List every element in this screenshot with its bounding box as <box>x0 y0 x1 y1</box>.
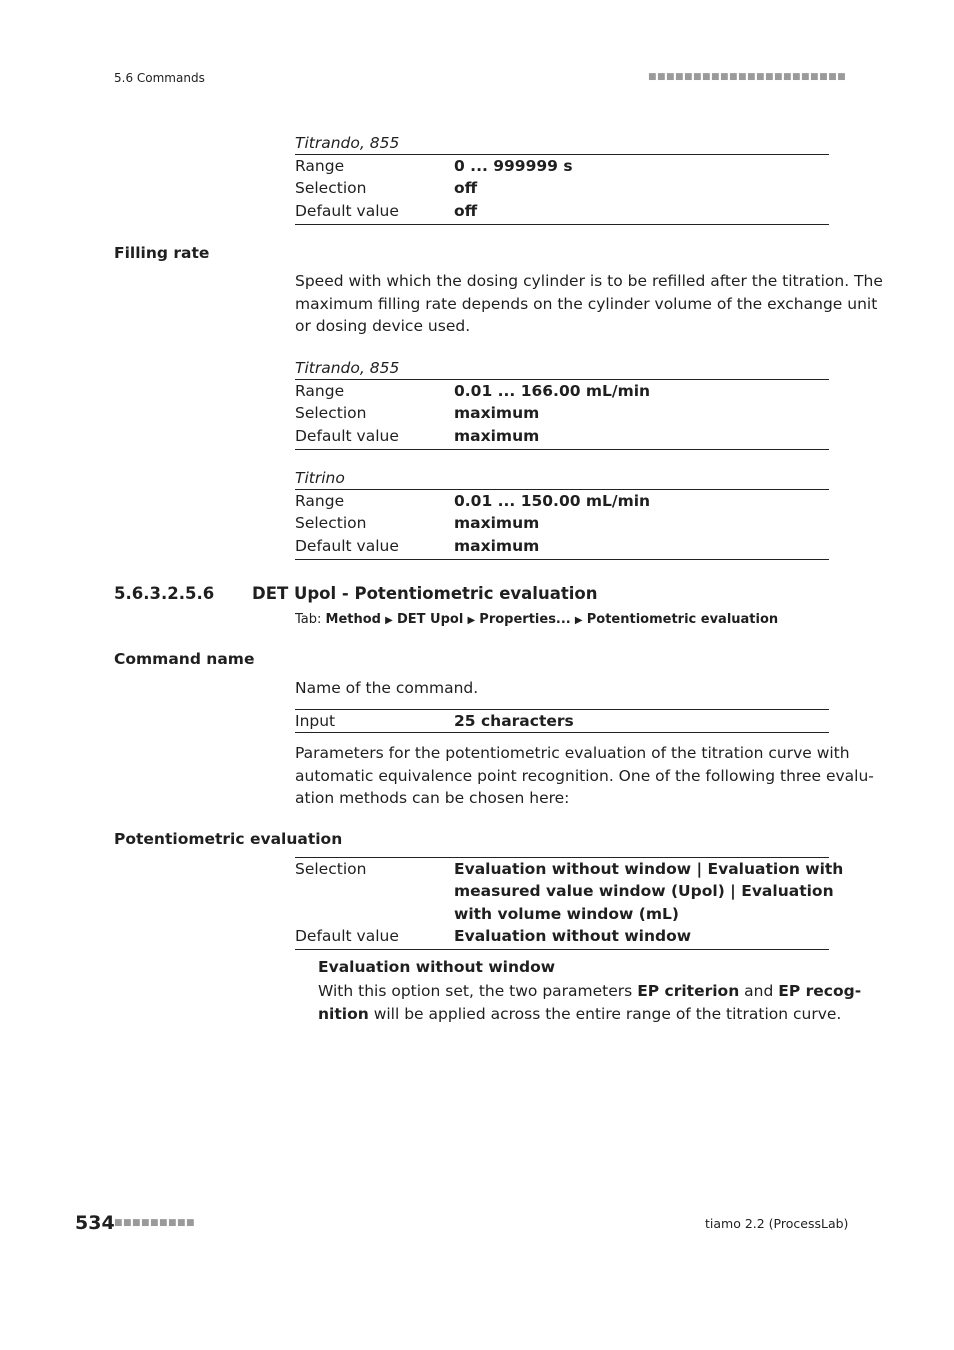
param-table-titrando-2 <box>295 357 829 450</box>
command-name-text: Name of the command. <box>295 679 479 697</box>
row-key: Selection <box>295 514 367 533</box>
page-number: 534 <box>75 1212 115 1234</box>
bold-term: EP recog- <box>778 982 862 1000</box>
row-key: Input <box>295 712 336 730</box>
text-line: Evaluation without window | Evaluation with <box>454 860 844 878</box>
filling-rate-label: Filling rate <box>114 244 210 262</box>
row-key: Range <box>295 492 345 510</box>
row-value: 0.01 ... 166.00 mL/min <box>454 382 651 400</box>
row-value: maximum <box>454 404 540 423</box>
table-row <box>295 490 829 512</box>
param-table-input <box>295 709 829 733</box>
table-caption: Titrando, 855 <box>295 357 829 380</box>
table-row <box>295 425 829 447</box>
text-line: maximum filling rate depends on the cylinder volume of the exchange unit <box>295 294 878 313</box>
row-key: Selection <box>295 179 367 198</box>
row-value: 0 ... 999999 s <box>454 157 573 175</box>
command-name-label: Command name <box>114 650 255 668</box>
table-row <box>295 155 829 177</box>
table-row <box>295 380 829 402</box>
footer-product: tiamo 2.2 (ProcessLab) <box>705 1216 849 1231</box>
row-key: Default value <box>295 536 399 555</box>
section-number: 5.6.3.2.5.6 <box>114 584 215 603</box>
breadcrumb-arrow-icon: ▶ <box>574 615 583 626</box>
row-value <box>454 858 843 925</box>
param-table-titrando-1 <box>295 132 829 225</box>
text-line: ation methods can be chosen here: <box>295 789 570 807</box>
row-value: 0.01 ... 150.00 mL/min <box>454 492 651 510</box>
param-table-potentiometric <box>295 857 844 950</box>
footer-dots: ■■■■■■■■■ <box>114 1218 196 1228</box>
row-key: Default value <box>295 926 399 945</box>
table-row <box>295 925 829 947</box>
text-run: and <box>739 982 779 1000</box>
bold-term: nition <box>318 1004 369 1023</box>
filling-rate-description <box>295 270 883 338</box>
bold-term: EP criterion <box>637 982 740 1000</box>
row-value: maximum <box>454 426 540 445</box>
running-header-dots: ■■■■■■■■■■■■■■■■■■■■■■ <box>648 72 847 82</box>
param-table-titrino <box>295 467 829 560</box>
breadcrumb-arrow-icon: ▶ <box>385 615 393 626</box>
breadcrumb-item: DET Upol <box>396 612 464 627</box>
table-row <box>295 710 829 732</box>
text-run: With this option set, the two parameters <box>318 982 638 1000</box>
table-row <box>295 858 844 925</box>
table-caption: Titrando, 855 <box>295 132 829 155</box>
row-value: maximum <box>454 536 540 555</box>
table-row <box>295 402 829 424</box>
row-key: Range <box>295 382 345 400</box>
option-title: Evaluation without window <box>318 958 556 976</box>
row-key: Default value <box>295 426 399 445</box>
table-row <box>295 512 829 534</box>
row-value: maximum <box>454 514 540 533</box>
text-line <box>318 1003 842 1026</box>
text-line: or dosing device used. <box>295 317 471 335</box>
potentiometric-evaluation-label: Potentiometric evaluation <box>114 830 343 848</box>
table-caption: Titrino <box>295 467 829 490</box>
text-line: Speed with which the dosing cylinder is to be refilled after the titration. The <box>295 272 883 290</box>
table-row <box>295 177 829 199</box>
breadcrumb-item: Properties... <box>479 612 571 627</box>
section-title: DET Upol - Potentiometric evaluation <box>252 584 598 603</box>
table-row <box>295 200 829 222</box>
text-line: Parameters for the potentiometric evaluation of the titration curve with <box>295 744 850 762</box>
tab-breadcrumb <box>295 612 778 627</box>
breadcrumb-arrow-icon: ▶ <box>467 615 476 626</box>
text-line <box>318 980 862 1003</box>
running-header-section: 5.6 Commands <box>114 71 205 85</box>
row-key: Selection <box>295 860 367 878</box>
row-key: Selection <box>295 404 367 423</box>
tab-prefix: Tab: <box>295 612 326 627</box>
option-description <box>318 980 862 1025</box>
text-line: automatic equivalence point recognition. One of the following three evalu- <box>295 766 874 785</box>
row-key: Range <box>295 157 345 175</box>
row-value: off <box>454 201 478 220</box>
text-line: with volume window (mL) <box>454 904 679 923</box>
breadcrumb-item: Method <box>325 612 381 627</box>
text-line: measured value window (Upol) | Evaluation <box>454 882 834 901</box>
row-value: off <box>454 179 478 198</box>
evaluation-intro <box>295 742 874 810</box>
text-run: will be applied across the entire range of the titration curve. <box>368 1004 842 1023</box>
row-key: Default value <box>295 201 399 220</box>
row-value: 25 characters <box>454 712 574 730</box>
breadcrumb-item: Potentiometric evaluation <box>586 612 779 627</box>
row-value: Evaluation without window <box>454 926 692 945</box>
table-row <box>295 535 829 557</box>
